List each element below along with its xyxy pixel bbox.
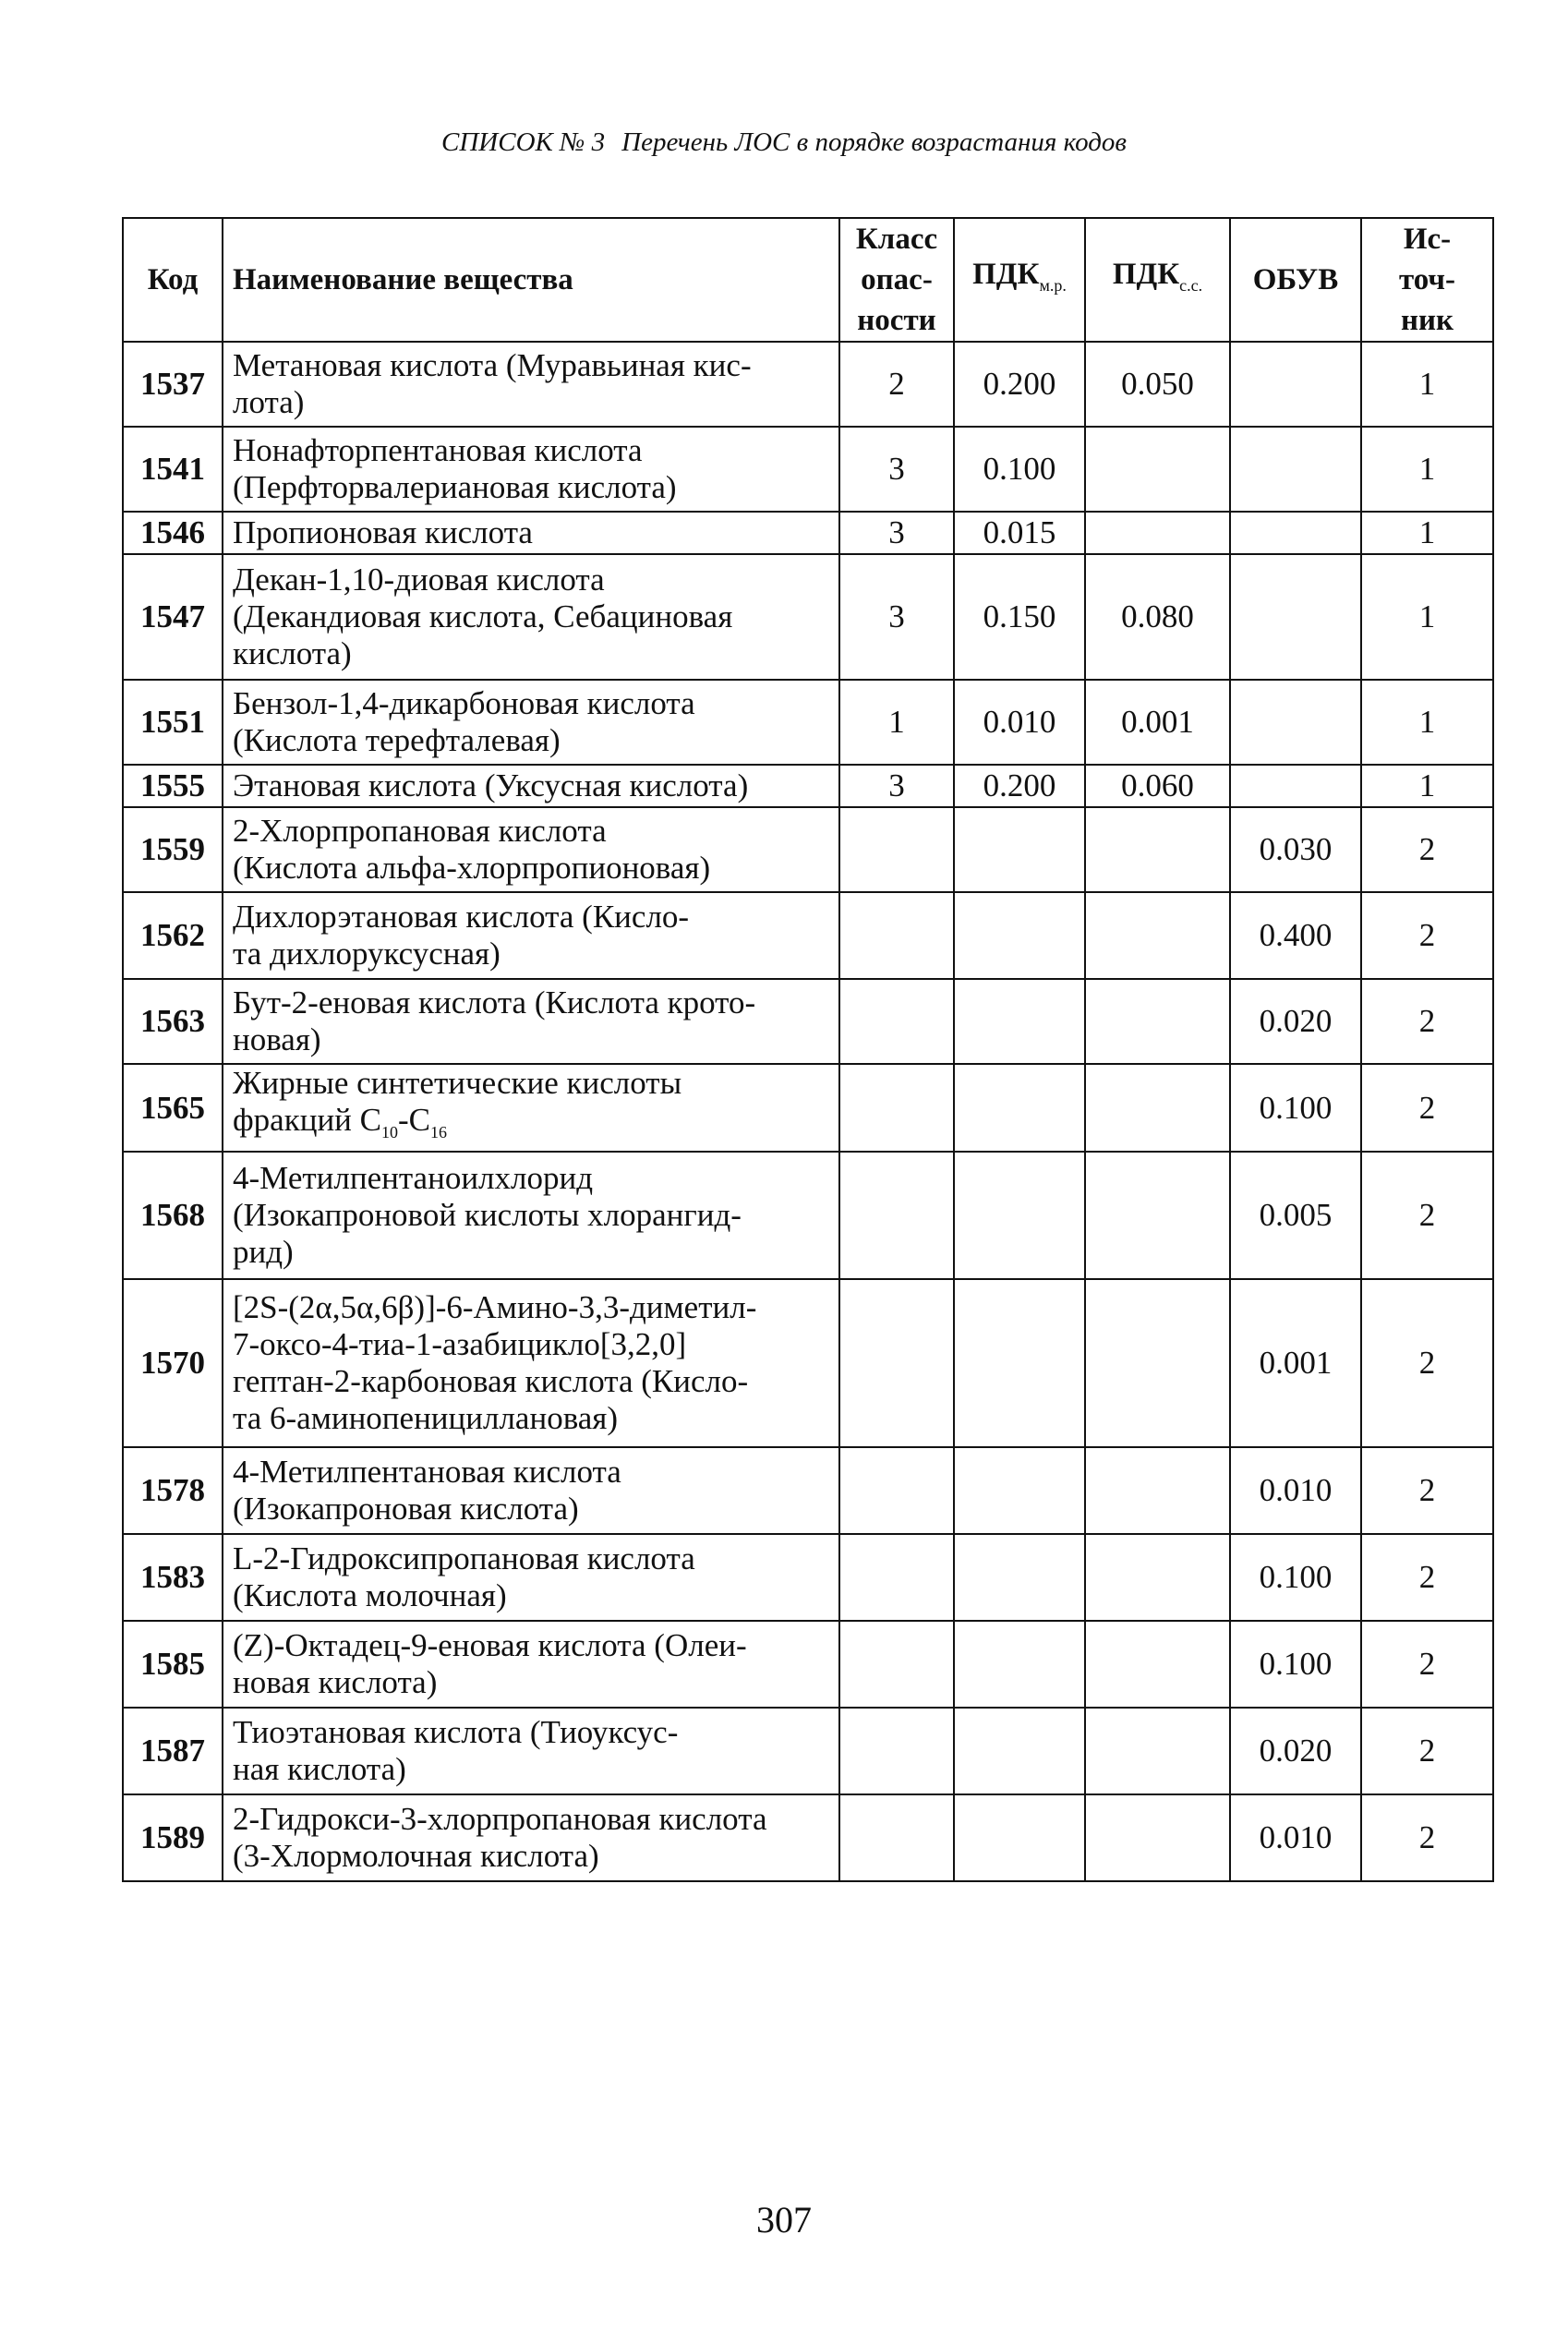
cell-hazard-class: 3 <box>839 512 954 554</box>
cell-hazard-class <box>839 1447 954 1534</box>
cell-pdk-mr <box>954 1064 1085 1152</box>
name-line: Метановая кислота (Муравьиная кис- <box>233 347 752 383</box>
cell-obuv <box>1230 427 1361 512</box>
cell-name <box>223 765 839 807</box>
cell-code: 1559 <box>123 807 223 892</box>
table-row <box>123 1152 1493 1279</box>
cell-code: 1541 <box>123 427 223 512</box>
cell-pdk-ss <box>1085 1794 1230 1881</box>
cell-pdk-mr <box>954 1152 1085 1279</box>
cell-pdk-ss <box>1085 1621 1230 1708</box>
cell-code: 1547 <box>123 554 223 680</box>
cell-pdk-ss: 0.060 <box>1085 765 1230 807</box>
cell-obuv: 0.030 <box>1230 807 1361 892</box>
cell-hazard-class <box>839 1534 954 1621</box>
cell-pdk-mr: 0.150 <box>954 554 1085 680</box>
table-row <box>123 1279 1493 1447</box>
cell-source: 2 <box>1361 1534 1493 1621</box>
cell-pdk-ss <box>1085 1534 1230 1621</box>
cell-code: 1562 <box>123 892 223 979</box>
cell-source: 2 <box>1361 1447 1493 1534</box>
table-row <box>123 765 1493 807</box>
name-line: (Z)-Октадец-9-еновая кислота (Олеи- <box>233 1627 747 1663</box>
cell-name <box>223 807 839 892</box>
cell-pdk-mr: 0.010 <box>954 680 1085 765</box>
name-line: Бензол-1,4-дикарбоновая кислота <box>233 685 695 721</box>
cell-pdk-mr <box>954 892 1085 979</box>
cell-source: 2 <box>1361 892 1493 979</box>
cell-obuv <box>1230 512 1361 554</box>
header-pdk-mr-sub: м.р. <box>1039 276 1067 295</box>
cell-obuv: 0.005 <box>1230 1152 1361 1279</box>
cell-pdk-ss <box>1085 892 1230 979</box>
header-source-line: ник <box>1400 304 1454 337</box>
cell-name <box>223 342 839 427</box>
cell-code: 1570 <box>123 1279 223 1447</box>
header-pdk-ss-label: ПДК <box>1112 258 1180 291</box>
cell-source: 2 <box>1361 1279 1493 1447</box>
cell-pdk-mr <box>954 1447 1085 1534</box>
header-pdk-mr-label: ПДК <box>972 258 1040 291</box>
cell-source: 2 <box>1361 1708 1493 1794</box>
cell-source: 2 <box>1361 807 1493 892</box>
name-line: 2-Хлорпропановая кислота <box>233 813 607 849</box>
cell-name <box>223 554 839 680</box>
cell-pdk-ss <box>1085 1447 1230 1534</box>
cell-hazard-class: 1 <box>839 680 954 765</box>
table-row <box>123 342 1493 427</box>
cell-code: 1555 <box>123 765 223 807</box>
cell-hazard-class: 3 <box>839 427 954 512</box>
cell-source: 1 <box>1361 512 1493 554</box>
formula-sub: 10 <box>381 1123 399 1141</box>
table-row <box>123 1064 1493 1152</box>
name-line: (3-Хлормолочная кислота) <box>233 1838 599 1874</box>
name-line: (Изокапроновой кислоты хлорангид- <box>233 1197 742 1233</box>
cell-code: 1565 <box>123 1064 223 1152</box>
cell-hazard-class: 3 <box>839 765 954 807</box>
cell-pdk-ss <box>1085 1708 1230 1794</box>
cell-hazard-class <box>839 1152 954 1279</box>
header-name: Наименование вещества <box>223 218 839 342</box>
name-line: новая кислота) <box>233 1664 438 1700</box>
cell-hazard-class <box>839 1708 954 1794</box>
name-line: та дихлоруксусная) <box>233 936 501 972</box>
table-row <box>123 1534 1493 1621</box>
cell-obuv: 0.100 <box>1230 1621 1361 1708</box>
cell-obuv: 0.010 <box>1230 1447 1361 1534</box>
name-line: [2S-(2α,5α,6β)]-6-Амино-3,3-диметил- <box>233 1289 757 1325</box>
cell-name <box>223 1534 839 1621</box>
cell-code: 1551 <box>123 680 223 765</box>
name-line: гептан-2-карбоновая кислота (Кисло- <box>233 1363 749 1399</box>
cell-name <box>223 512 839 554</box>
name-line: новая) <box>233 1021 321 1057</box>
name-line: 4-Метилпентановая кислота <box>233 1454 621 1490</box>
cell-hazard-class <box>839 807 954 892</box>
cell-hazard-class <box>839 892 954 979</box>
cell-obuv: 0.020 <box>1230 1708 1361 1794</box>
name-line: (Изокапроновая кислота) <box>233 1491 579 1527</box>
cell-name <box>223 1621 839 1708</box>
cell-pdk-mr <box>954 1279 1085 1447</box>
cell-pdk-mr <box>954 1708 1085 1794</box>
name-line: (Кислота молочная) <box>233 1577 507 1613</box>
table-row <box>123 807 1493 892</box>
name-line: Пропионовая кислота <box>233 514 533 550</box>
cell-pdk-mr: 0.015 <box>954 512 1085 554</box>
table-row <box>123 1447 1493 1534</box>
cell-obuv: 0.100 <box>1230 1064 1361 1152</box>
cell-code: 1587 <box>123 1708 223 1794</box>
cell-name <box>223 1064 839 1152</box>
cell-source: 2 <box>1361 1064 1493 1152</box>
cell-pdk-mr <box>954 807 1085 892</box>
cell-name <box>223 427 839 512</box>
cell-hazard-class <box>839 1621 954 1708</box>
header-pdk-ss-sub: с.с. <box>1179 276 1203 295</box>
table-row <box>123 512 1493 554</box>
table-row <box>123 554 1493 680</box>
cell-code: 1537 <box>123 342 223 427</box>
header-code: Код <box>123 218 223 342</box>
header-source <box>1361 218 1493 342</box>
header-class-line: опас- <box>861 263 933 296</box>
cell-source: 2 <box>1361 1152 1493 1279</box>
cell-name <box>223 1708 839 1794</box>
cell-obuv: 0.400 <box>1230 892 1361 979</box>
list-title: Перечень ЛОС в порядке возрастания кодов <box>621 127 1127 157</box>
name-line: кислота) <box>233 635 352 671</box>
name-formula-line <box>233 1102 833 1151</box>
cell-obuv: 0.001 <box>1230 1279 1361 1447</box>
cell-pdk-mr: 0.200 <box>954 342 1085 427</box>
table-header-row <box>123 218 1493 342</box>
cell-pdk-ss: 0.080 <box>1085 554 1230 680</box>
cell-name <box>223 892 839 979</box>
name-line: ная кислота) <box>233 1751 406 1787</box>
cell-pdk-mr: 0.200 <box>954 765 1085 807</box>
cell-hazard-class <box>839 1794 954 1881</box>
cell-pdk-ss <box>1085 979 1230 1064</box>
formula-text: фракций C <box>233 1102 382 1138</box>
header-pdk-ss <box>1085 218 1230 342</box>
cell-pdk-mr <box>954 1621 1085 1708</box>
cell-code: 1546 <box>123 512 223 554</box>
name-line: 7-оксо-4-тиа-1-азабицикло[3,2,0] <box>233 1326 687 1362</box>
name-line: рид) <box>233 1234 294 1270</box>
name-line: Тиоэтановая кислота (Тиоуксус- <box>233 1714 679 1750</box>
cell-name <box>223 1279 839 1447</box>
table-body <box>123 342 1493 1881</box>
name-line: (Декандиовая кислота, Себациновая <box>233 598 733 634</box>
cell-source: 1 <box>1361 342 1493 427</box>
cell-pdk-ss <box>1085 427 1230 512</box>
formula-text: -C <box>398 1102 431 1138</box>
name-line: 4-Метилпентаноилхлорид <box>233 1160 594 1196</box>
header-source-line: Ис- <box>1403 223 1452 256</box>
cell-pdk-ss <box>1085 1279 1230 1447</box>
cell-code: 1568 <box>123 1152 223 1279</box>
cell-source: 2 <box>1361 1621 1493 1708</box>
cell-pdk-ss: 0.050 <box>1085 342 1230 427</box>
cell-source: 1 <box>1361 680 1493 765</box>
cell-code: 1578 <box>123 1447 223 1534</box>
cell-name <box>223 680 839 765</box>
header-class-line: Класс <box>855 223 938 256</box>
header-pdk-mr <box>954 218 1085 342</box>
table-row <box>123 892 1493 979</box>
name-line: та 6-аминопенициллановая) <box>233 1400 619 1436</box>
header-source-line: точ- <box>1398 263 1456 296</box>
cell-source: 1 <box>1361 427 1493 512</box>
cell-code: 1589 <box>123 1794 223 1881</box>
cell-name <box>223 1152 839 1279</box>
formula-sub: 16 <box>430 1123 448 1141</box>
cell-hazard-class: 3 <box>839 554 954 680</box>
cell-obuv: 0.100 <box>1230 1534 1361 1621</box>
cell-obuv <box>1230 554 1361 680</box>
name-line: Декан-1,10-диовая кислота <box>233 562 605 598</box>
cell-source: 2 <box>1361 1794 1493 1881</box>
cell-obuv <box>1230 765 1361 807</box>
page-header <box>0 127 1568 158</box>
cell-code: 1585 <box>123 1621 223 1708</box>
cell-pdk-ss <box>1085 1064 1230 1152</box>
cell-obuv: 0.020 <box>1230 979 1361 1064</box>
name-line: Бут-2-еновая кислота (Кислота крото- <box>233 984 756 1021</box>
header-obuv: ОБУВ <box>1230 218 1361 342</box>
cell-hazard-class <box>839 1279 954 1447</box>
cell-pdk-mr <box>954 1534 1085 1621</box>
cell-name <box>223 1447 839 1534</box>
table-row <box>123 1708 1493 1794</box>
cell-pdk-ss <box>1085 512 1230 554</box>
table-row <box>123 1621 1493 1708</box>
cell-code: 1563 <box>123 979 223 1064</box>
cell-pdk-mr <box>954 979 1085 1064</box>
name-line: Этановая кислота (Уксусная кислота) <box>233 767 749 803</box>
table-row <box>123 427 1493 512</box>
name-line: Нонафторпентановая кислота <box>233 432 643 468</box>
cell-hazard-class <box>839 1064 954 1152</box>
cell-pdk-ss <box>1085 1152 1230 1279</box>
cell-pdk-ss <box>1085 807 1230 892</box>
cell-hazard-class <box>839 979 954 1064</box>
cell-source: 1 <box>1361 554 1493 680</box>
name-line: Дихлорэтановая кислота (Кисло- <box>233 899 690 935</box>
cell-source: 2 <box>1361 979 1493 1064</box>
cell-pdk-mr <box>954 1794 1085 1881</box>
name-line: Жирные синтетические кислоты <box>233 1065 682 1101</box>
cell-code: 1583 <box>123 1534 223 1621</box>
cell-obuv: 0.010 <box>1230 1794 1361 1881</box>
cell-name <box>223 979 839 1064</box>
table-row <box>123 979 1493 1064</box>
header-hazard-class <box>839 218 954 342</box>
table-row <box>123 680 1493 765</box>
list-label: СПИСОК № 3 <box>441 127 606 157</box>
cell-obuv <box>1230 680 1361 765</box>
name-line: L-2-Гидроксипропановая кислота <box>233 1540 695 1576</box>
page-number: 307 <box>756 2199 812 2240</box>
name-line: (Перфторвалериановая кислота) <box>233 469 677 505</box>
name-line: 2-Гидрокси-3-хлорпропановая кислота <box>233 1801 767 1837</box>
name-line: (Кислота альфа-хлорпропионовая) <box>233 850 711 886</box>
cell-source: 1 <box>1361 765 1493 807</box>
cell-pdk-mr: 0.100 <box>954 427 1085 512</box>
cell-name <box>223 1794 839 1881</box>
cell-hazard-class: 2 <box>839 342 954 427</box>
header-class-line: ности <box>857 304 936 337</box>
name-line: лота) <box>233 384 305 420</box>
los-table <box>122 217 1494 1882</box>
name-line: (Кислота терефталевая) <box>233 722 561 758</box>
cell-obuv <box>1230 342 1361 427</box>
cell-pdk-ss: 0.001 <box>1085 680 1230 765</box>
table-row <box>123 1794 1493 1881</box>
